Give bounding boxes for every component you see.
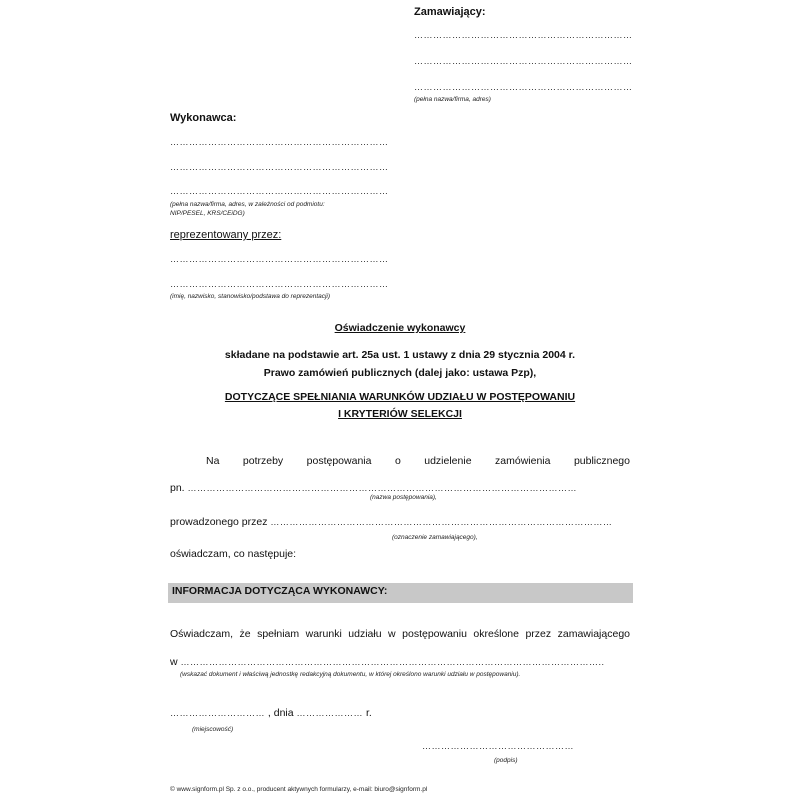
place-field[interactable]: ………………………… — [170, 708, 265, 718]
w-hint: (wskazać dokument i właściwą jednostkę redakcyjną dokumentu, w której określono warunki udziału w postępowaniu). — [180, 671, 521, 678]
pn-hint — [370, 494, 437, 501]
wykonawca-field-1[interactable]: …………………………………………………………… — [170, 137, 389, 147]
zamawiajacy-label: Zamawiający: — [414, 6, 486, 18]
document-title: Oświadczenie wykonawcy — [334, 322, 466, 334]
pn-line — [170, 482, 577, 494]
legal-basis-line-1: składane na podstawie art. 25a ust. 1 ustawy z dnia 29 stycznia 2004 r. — [224, 349, 576, 361]
pn-hint-text: (nazwa postępowania) — [370, 494, 436, 501]
subtitle-line-1: DOTYCZĄCE SPEŁNIANIA WARUNKÓW UDZIAŁU W POSTĘPOWANIU — [224, 391, 576, 403]
section-title: INFORMACJA DOTYCZĄCA WYKONAWCY: — [172, 585, 388, 597]
prowadzonego-field[interactable]: ……………………………………………………………………………………………… — [270, 517, 613, 527]
intro-word: udzielenie — [424, 455, 472, 467]
w-line — [170, 656, 605, 668]
wykonawca-hint-1: (pełna nazwa/firma, adres, w zależności od podmiotu: — [170, 201, 325, 208]
place-date-line — [170, 707, 372, 719]
signature-hint: (podpis) — [494, 757, 518, 764]
oswiadczam-text: oświadczam, co następuje: — [170, 548, 297, 560]
wykonawca-label: Wykonawca: — [170, 112, 237, 124]
prowadzonego-label: prowadzonego przez — [170, 516, 268, 528]
place-hint: (miejscowość) — [192, 726, 234, 733]
zamawiajacy-field-3[interactable]: …………………………………………………………… — [414, 82, 633, 92]
intro-word: postępowania — [306, 455, 372, 467]
pn-field[interactable]: …………………………………………………………………………………………………………… — [187, 483, 578, 493]
subtitle-line-2: I KRYTERIÓW SELEKCJI — [338, 408, 462, 420]
zamawiajacy-hint: (pełna nazwa/firma, adres) — [414, 96, 491, 103]
statement-text: Oświadczam, że spełniam warunki udziału w postępowaniu określone przez zamawiającego — [170, 628, 630, 640]
reprezentowany-label: reprezentowany przez: — [170, 229, 282, 241]
prowadzonego-line — [170, 516, 612, 528]
intro-line — [206, 455, 630, 467]
date-field[interactable]: ………………… — [296, 708, 364, 718]
dnia-label: , dnia — [267, 707, 294, 719]
reprezentowany-hint: (imię, nazwisko, stanowisko/podstawa do reprezentacji) — [170, 293, 331, 300]
signature-field[interactable]: ………………………………………… — [422, 741, 574, 751]
wykonawca-hint-2: NIP/PESEL, KRS/CEiDG) — [170, 210, 245, 217]
pn-hint-comma: , — [435, 494, 437, 501]
wykonawca-field-3[interactable]: …………………………………………………………… — [170, 186, 389, 196]
zamawiajacy-field-1[interactable]: …………………………………………………………… — [414, 30, 633, 40]
w-prefix: w — [170, 656, 178, 668]
intro-word: publicznego — [573, 455, 630, 467]
zamawiajacy-field-2[interactable]: …………………………………………………………… — [414, 56, 633, 66]
intro-word: zamówienia — [495, 455, 551, 467]
wykonawca-field-2[interactable]: …………………………………………………………… — [170, 162, 389, 172]
legal-basis-line-2: Prawo zamówień publicznych (dalej jako: ustawa Pzp), — [263, 367, 537, 379]
w-field[interactable]: …………………………………………………………………………………………………………………….. — [180, 657, 605, 667]
reprezentowany-field-1[interactable]: …………………………………………………………… — [170, 254, 389, 264]
reprezentowany-field-2[interactable]: …………………………………………………………… — [170, 279, 389, 289]
footer-text: © www.signform.pl Sp. z o.o., producent aktywnych formularzy, e-mail: biuro@signform.pl — [170, 786, 428, 793]
year-suffix: r. — [365, 707, 372, 719]
intro-word: potrzeby — [242, 455, 284, 467]
prowadzonego-hint: (oznaczenie zamawiającego), — [392, 534, 478, 541]
intro-word: Na — [206, 455, 220, 467]
pn-prefix: pn. — [170, 482, 185, 494]
intro-word: o — [394, 455, 401, 467]
